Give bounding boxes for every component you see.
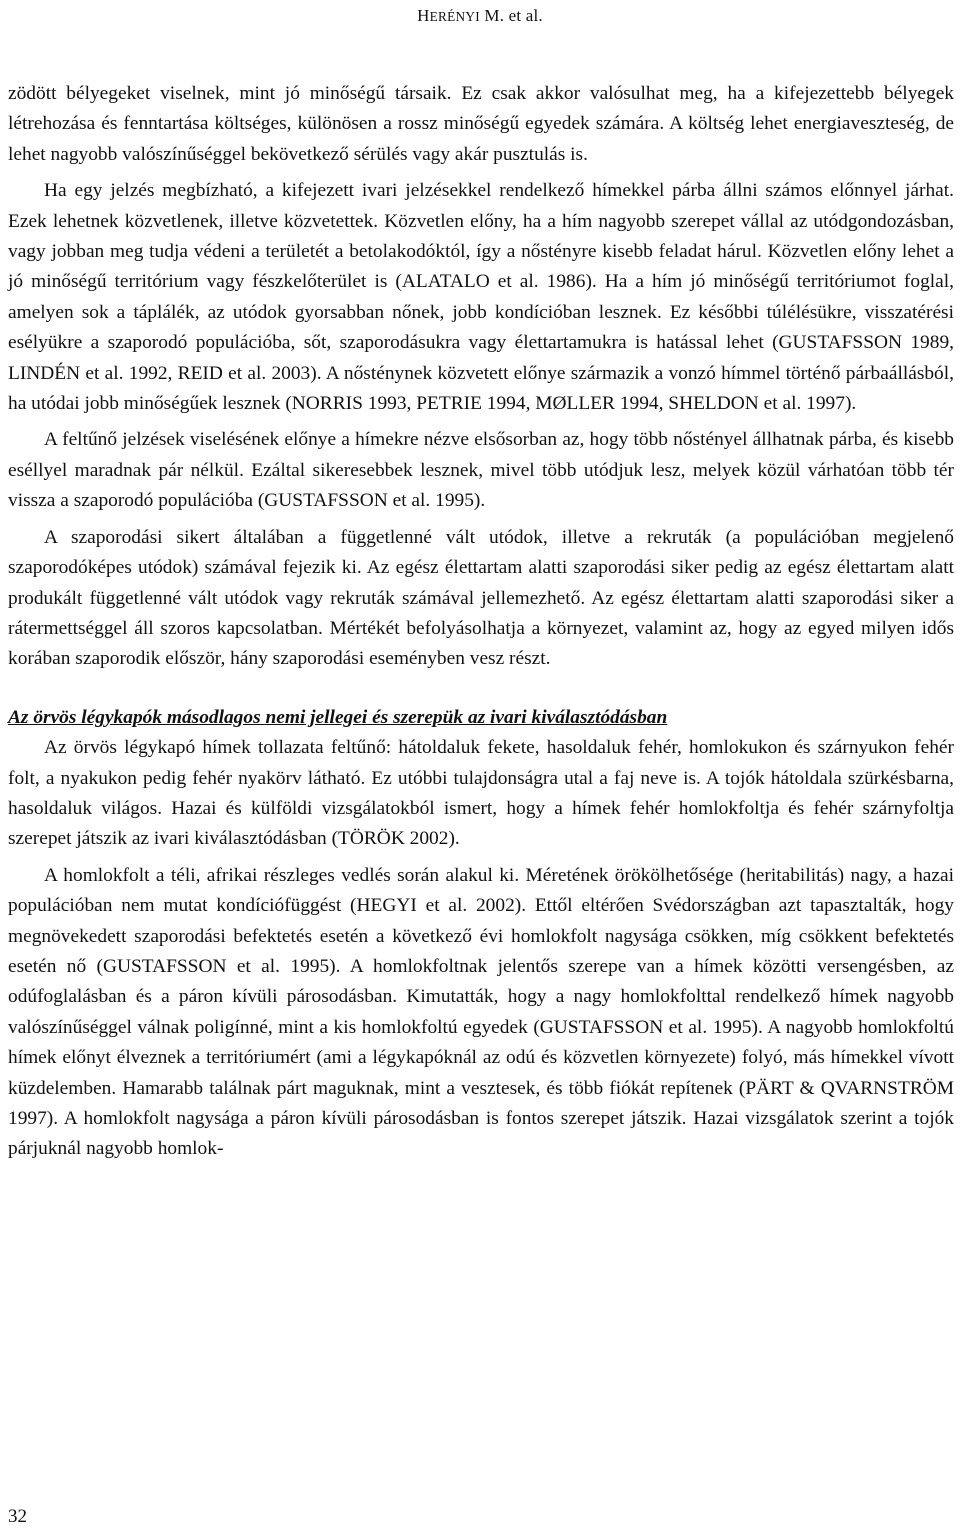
- page-number: 32: [8, 1506, 27, 1527]
- header-suffix: M. et al.: [479, 6, 543, 25]
- section-heading: Az örvös légykapók másodlagos nemi jellegei és szerepük az ivari kiválasztódásban: [8, 706, 668, 728]
- paragraph-plumage: Az örvös légykapó hímek tollazata feltűnő: hátoldaluk fekete, hasoldaluk fehér, homlokukon és szárnyukon fehér folt, a nyakukon pedig fehér nyakörv látható. Ez utóbbi tulajdonságra utal a faj neve is. A tojók hátoldala szürkésbarna, hasoldaluk világos. Hazai és külföldi vizsgálatokból ismert, hogy a hímek fehér homlokfoltja és fehér szárnyfoltja szerepet játszik az ivari kiválasztódásban (TÖRÖK 2002).: [8, 737, 954, 850]
- paragraph-male-benefits: A feltűnő jelzések viselésének előnye a hímekre nézve elsősorban az, hogy több nőstényel állhatnak párba, és kisebb eséllyel maradnak pár nélkül. Ezáltal sikeresebbek lesznek, mivel több utódjuk lesz, melyek közül várhatóan több tér vissza a szaporodó populációba (GUSTAFSSON et al. 1995).: [8, 429, 954, 512]
- paragraph-continuation: zödött bélyegeket viselnek, mint jó minőségű társaik. Ez csak akkor valósulhat meg, ha a kifejezettebb bélyegek létrehozása és fenntartása költséges, különösen a rossz minőségű egyedek számára. A költség lehet energiaveszteség, de lehet nagyobb valószínűséggel bekövetkező sérülés vagy akár pusztulás is.: [8, 83, 954, 165]
- header-author-rest: ERÉNYI: [429, 9, 480, 24]
- paragraph-direct-indirect-benefits: Ha egy jelzés megbízható, a kifejezett ivari jelzésekkel rendelkező hímekkel párba állni számos előnnyel járhat. Ezek lehetnek közvetlenek, illetve közvetettek. Közvetlen előny, ha a hím nagyobb szerepet vállal az utódgondozásban, vagy jobban meg tudja védeni a területét a betolakodóktól, így a nőstényre kisebb feladat hárul. Közvetlen előny lehet a jó minőségű territórium vagy fészkelőterület is (ALATALO et al. 1986). Ha a hím jó minőségű territóriumot foglal, amelyen sok a táplálék, az utódok gyorsabban nőnek, jobb kondícióban lesznek. Ez későbbi túlélésükre, visszatérési esélyükre a szaporodó populációba, sőt, szaporodásukra vagy élettartamukra is hatással lehet (GUSTAFSSON 1989, LINDÉN et al. 1992, REID et al. 2003). A nősténynek közvetett előnye származik a vonzó hímmel történő párbaállásból, ha utódai jobb minőségűek lesznek (NORRIS 1993, PETRIE 1994, MØLLER 1994, SHELDON et al. 1997).: [8, 180, 954, 415]
- running-header: [0, 6, 960, 26]
- page-body: [8, 79, 954, 1165]
- paragraph-reproductive-success: A szaporodási sikert általában a függetlenné vált utódok, illetve a rekruták (a populációban megjelenő szaporodóképes utódok) számával fejezik ki. Az egész élettartam alatti szaporodási siker pedig az egész élettartam alatt produkált függetlenné vált utódok vagy rekruták számával jellemezhető. Az egész élettartam alatti szaporodási siker a rátermettséggel áll szoros kapcsolatban. Mértékét befolyásolhatja a környezet, valamint az, hogy az egyed milyen idős korában szaporodik először, hány szaporodási eseményben vesz részt.: [8, 526, 954, 670]
- paragraph-forehead-patch: A homlokfolt a téli, afrikai részleges vedlés során alakul ki. Méretének örökölhetősége (heritabilitás) nagy, a hazai populációban nem mutat kondíciófüggést (HEGYI et al. 2002). Ettől eltérően Svédországban azt tapasztalták, hogy megnövekedett szaporodási befektetés esetén a következő évi homlokfolt nagysága csökken, míg csökkent befektetés esetén nő (GUSTAFSSON et al. 1995). A homlokfoltnak jelentős szerepe van a hímek közötti versengésben, az odúfoglalásban és a páron kívüli párosodásban. Kimutatták, hogy a nagy homlokfolttal rendelkező hímek nagyobb valószínűséggel válnak poligínné, mint a kis homlokfoltú egyedek (GUSTAFSSON et al. 1995). A nagyobb homlokfoltú hímek előnyt élveznek a territóriumért (ami a légykapóknál az odú és közvetlen környezete) folyó, más hímekkel vívott küzdelemben. Hamarabb találnak párt maguknak, mint a vesztesek, és több fiókát repítenek (PÄRT & QVARNSTRÖM 1997). A homlokfolt nagysága a páron kívüli párosodásban is fontos szerepet játszik. Hazai vizsgálatok szerint a tojók párjuknál nagyobb homlok-: [8, 864, 954, 1160]
- header-author-initial: H: [417, 6, 430, 25]
